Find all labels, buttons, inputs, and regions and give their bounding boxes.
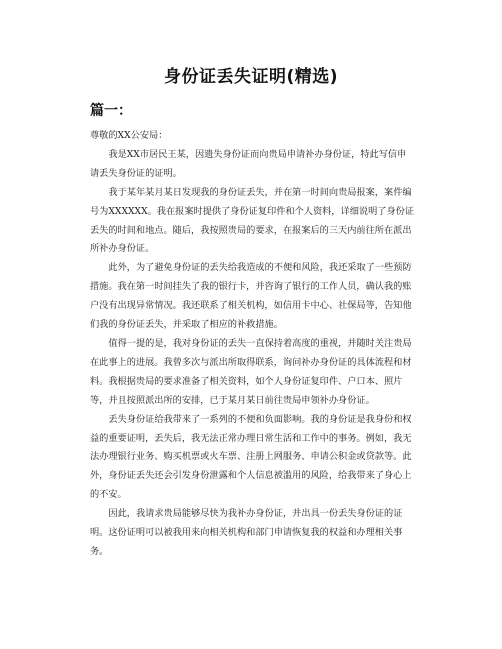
paragraph: 值得一提的是，我对身份证的丢失一直保持着高度的重视，并随时关注贵局在此事上的进展。我曾多次与派出所取得联系，询问补办身份证的具体流程和材料。我根据贵局的要求准备了相关资料，如个人身份证复印件、户口本、照片等，并且按照派出所的安排，已于某月某日前往贵局申领补办身份证。: [90, 337, 412, 406]
document-title: 身份证丢失证明(精选): [163, 67, 339, 87]
letter-body: [90, 127, 415, 562]
paragraph: 丢失身份证给我带来了一系列的不便和负面影响。我的身份证是我身份和权益的重要证明，丢失后，我无法正常办理日常生活和工作中的事务。例如，我无法办理银行业务、购买机票或火车票、注册上网服务、申请公积金或贷款等。此外，身份证丢失还会引发身份泄露和个人信息被滥用的风险，给我带来了身心上的不安。: [90, 413, 412, 501]
paragraph: 因此，我请求贵局能够尽快为我补办身份证，并出具一份丢失身份证的证明。这份证明可以被我用来向相关机构和部门申请恢复我的权益和办理相关事务。: [90, 508, 403, 557]
section-heading: 篇一：: [90, 103, 132, 119]
paragraph: 我是XX市居民王某，因遗失身份证而向贵局申请补办身份证，特此写信申请丢失身份证的证明。: [90, 148, 407, 179]
paragraph: 我于某年某月某日发现我的身份证丢失，并在第一时间向贵局报案，案件编号为XXXXXX。我在报案时提供了身份证复印件和个人资料，详细说明了身份证丢失的时间和地点。随后，我按照贵局的要求，在报案后的三天内前往所在派出所补办身份证。: [90, 186, 415, 255]
paragraph: 此外，为了避免身份证的丢失给我造成的不便和风险，我还采取了一些预防措施。我在第一时间挂失了我的银行卡，并咨询了银行的工作人员，确认我的账户没有出现异常情况。我还联系了相关机构，如信用卡中心、社保局等，告知他们我的身份证丢失，并采取了相应的补救措施。: [90, 262, 412, 331]
salutation: 尊敬的XX公安局：: [90, 130, 168, 141]
